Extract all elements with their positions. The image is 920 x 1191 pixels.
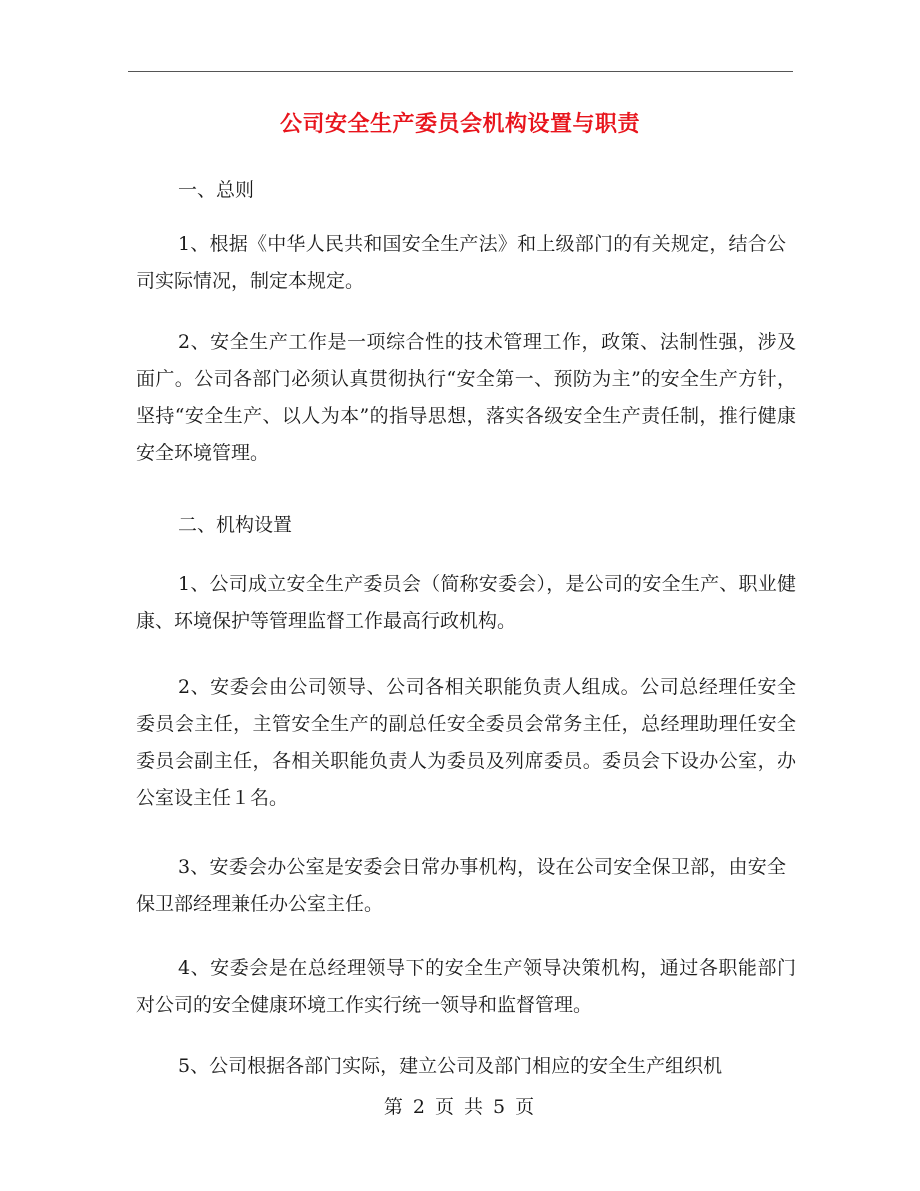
paragraph: 1、根据《中华人民共和国安全生产法》和上级部门的有关规定，结合公司实际情况，制定本规定。 — [136, 233, 786, 292]
paragraph: 3、安委会办公室是安委会日常办事机构，设在公司安全保卫部，由安全保卫部经理兼任办公室主任。 — [136, 856, 786, 915]
document-title: 公司安全生产委员会机构设置与职责 — [279, 111, 640, 137]
paragraph: 2、安全生产工作是一项综合性的技术管理工作，政策、法制性强，涉及面广。公司各部门必须认真贯彻执行“安全第一、预防为主”的安全生产方针，坚持“安全生产、以人为本”的指导思想，落实各级安全生产责任制，推行健康安全环境管理。 — [136, 331, 796, 464]
section-heading-general: 一、总则 — [178, 179, 255, 201]
header-rule — [128, 71, 793, 72]
page-number: 第 2 页 共 5 页 — [383, 1096, 537, 1118]
paragraph: 4、安委会是在总经理领导下的安全生产领导决策机构，通过各职能部门对公司的安全健康环境工作实行统一领导和监督管理。 — [136, 957, 796, 1016]
paragraph: 1、公司成立安全生产委员会（简称安委会），是公司的安全生产、职业健康、环境保护等管理监督工作最高行政机构。 — [136, 573, 796, 632]
section-heading-structure: 二、机构设置 — [178, 514, 293, 536]
paragraph: 2、安委会由公司领导、公司各相关职能负责人组成。公司总经理任安全委员会主任，主管安全生产的副总任安全委员会常务主任，总经理助理任安全委员会副主任，各相关职能负责人为委员及列席委员。委员会下设办公室，办公室设主任１名。 — [136, 676, 796, 809]
paragraph: 5、公司根据各部门实际，建立公司及部门相应的安全生产组织机 — [178, 1055, 723, 1077]
